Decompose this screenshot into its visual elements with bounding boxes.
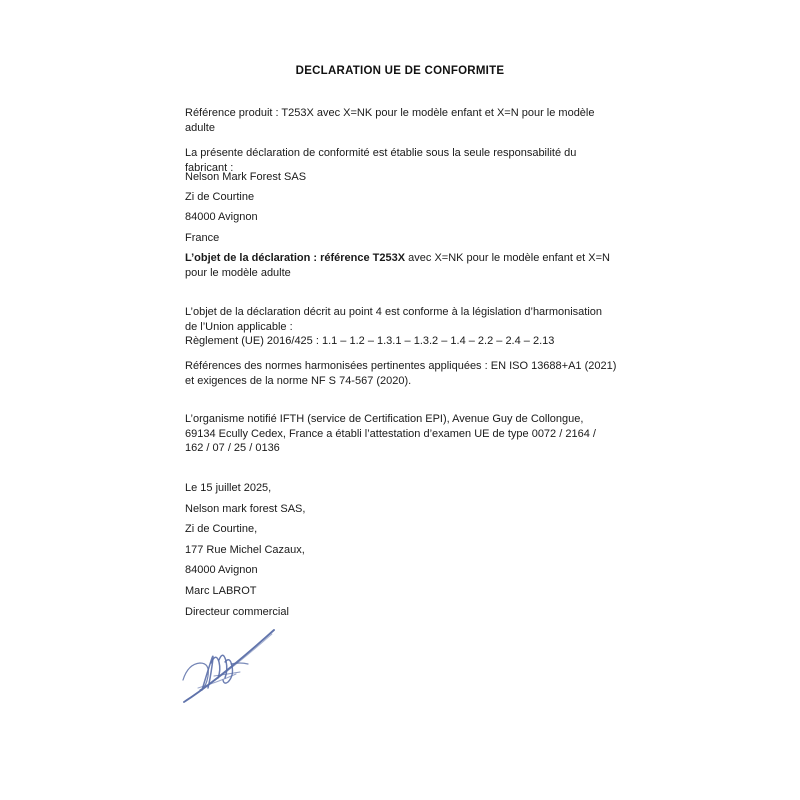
page-title: DECLARATION UE DE CONFORMITE: [295, 65, 505, 77]
harmonised-standards: Références des normes harmonisées pertinentes appliquées : EN ISO 13688+A1 (2021) et exigences de la norme NF S 74-567 (2020).: [185, 360, 617, 387]
product-reference-line: Référence produit : T253X avec X=NK pour le modèle enfant et X=N pour le modèle adulte: [185, 107, 595, 134]
signature-ink-icon: [178, 618, 288, 708]
declaration-object-rest: avec X=NK pour le modèle enfant et X=N pour le modèle adulte: [185, 252, 610, 279]
manufacturer-street: Zi de Courtine: [185, 191, 255, 203]
signature-zone: Zi de Courtine,: [185, 523, 258, 535]
signatory-role: Directeur commercial: [185, 606, 289, 618]
responsibility-statement: La présente déclaration de conformité est établie sous la seule responsabilité du fabricant :: [185, 147, 577, 174]
handwritten-signature: [178, 618, 288, 708]
notified-body-statement: L’organisme notifié IFTH (service de Certification EPI), Avenue Guy de Collongue, 69134 Ecully Cedex, France a établi l’attestation d’examen UE de type 0072 / 2164 / 162 / 07 / 25 / 0136: [185, 413, 596, 454]
declaration-object-bold: L’objet de la déclaration : référence T253X: [185, 252, 406, 264]
signatory-name: Marc LABROT: [185, 585, 257, 597]
signature-postal-city: 84000 Avignon: [185, 564, 258, 576]
legislation-conformity-statement: L’objet de la déclaration décrit au point 4 est conforme à la législation d’harmonisation de l’Union applicable :: [185, 306, 603, 333]
signature-street: 177 Rue Michel Cazaux,: [185, 544, 305, 556]
manufacturer-company: Nelson Mark Forest SAS: [185, 171, 307, 183]
manufacturer-country: France: [185, 232, 220, 244]
signature-company: Nelson mark forest SAS,: [185, 503, 306, 515]
declaration-object: [185, 251, 617, 280]
manufacturer-postal-city: 84000 Avignon: [185, 211, 258, 223]
regulation-clauses: Règlement (UE) 2016/425 : 1.1 – 1.2 – 1.3.1 – 1.3.2 – 1.4 – 2.2 – 2.4 – 2.13: [185, 335, 555, 347]
signature-date: Le 15 juillet 2025,: [185, 482, 272, 494]
